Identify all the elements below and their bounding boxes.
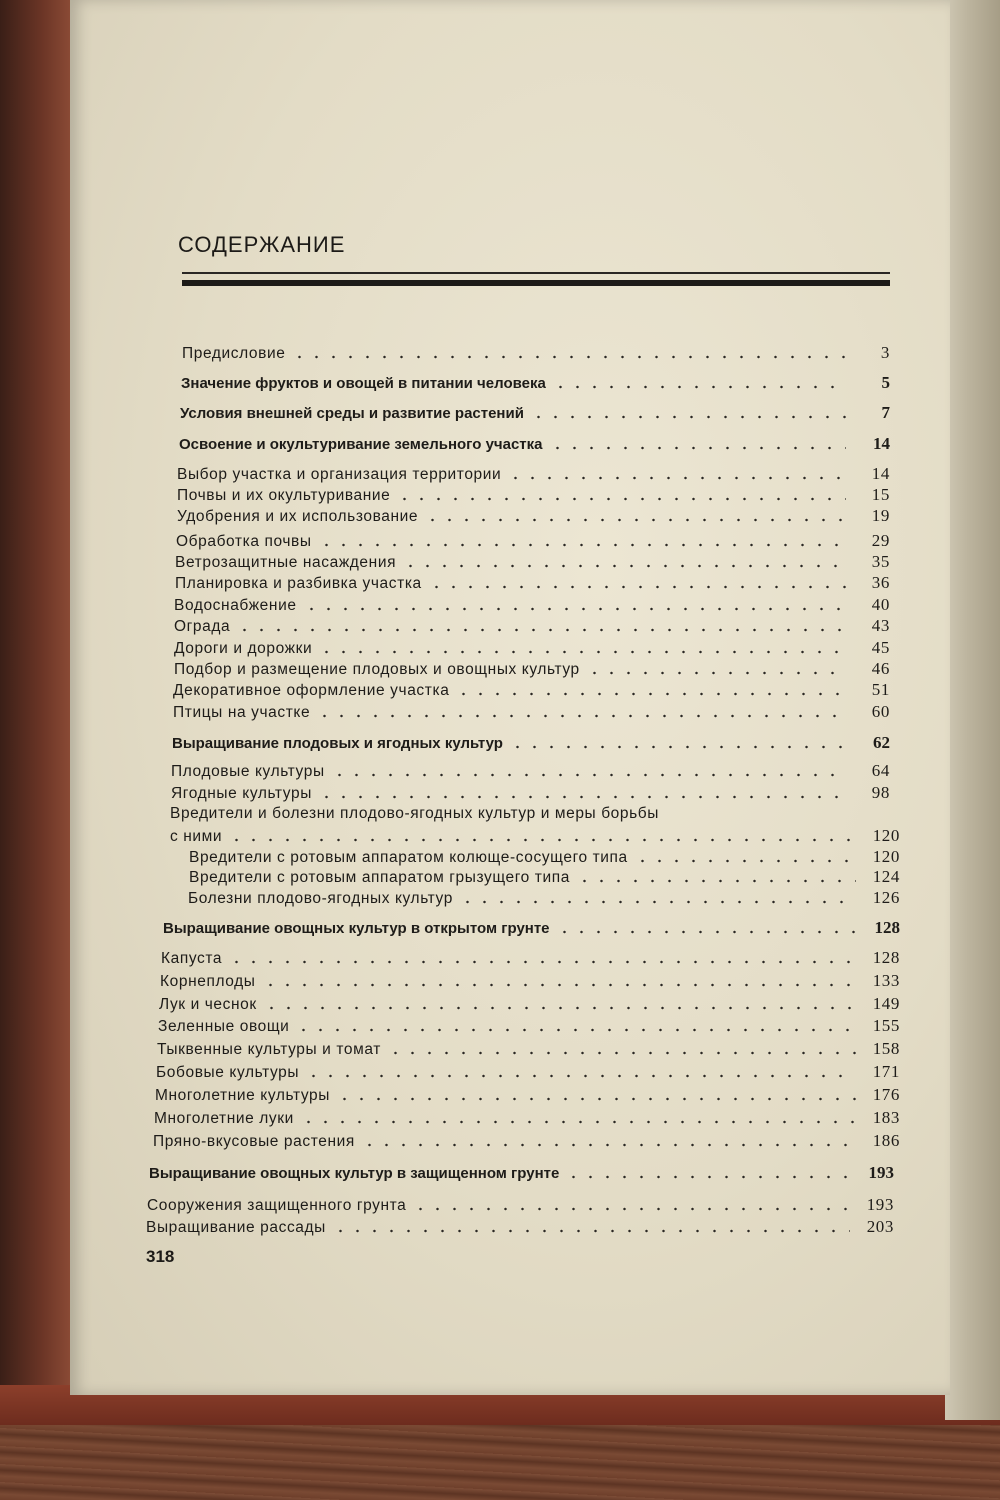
toc-entry-page: 7 [881, 403, 890, 422]
dot-leader [634, 848, 856, 864]
toc-entry-page: 203 [866, 1216, 894, 1236]
toc-section-entry [172, 733, 890, 757]
toc-entry-title: Выращивание рассады [146, 1218, 326, 1236]
toc-entry [153, 1130, 900, 1154]
toc-entry-page: 193 [868, 1163, 894, 1182]
toc-entry-title: Подбор и размещение плодовых и овощных культур [174, 660, 580, 678]
toc-entry-title: Выращивание плодовых и ягодных культур [172, 735, 503, 752]
toc-entry-page: 183 [872, 1107, 900, 1127]
toc-entry-page: 186 [872, 1130, 900, 1150]
toc-entry-page: 193 [866, 1194, 894, 1214]
dot-leader [295, 1017, 856, 1033]
dot-leader [300, 1109, 856, 1125]
toc-entry-title: Выращивание овощных культур в защищенном грунте [149, 1165, 560, 1182]
toc-entry [175, 572, 890, 596]
dot-leader [549, 436, 847, 451]
dot-leader [318, 784, 846, 800]
toc-section-entry [179, 434, 890, 458]
toc-entry [177, 505, 890, 529]
toc-entry-page: 15 [871, 484, 890, 504]
toc-entry [171, 760, 890, 784]
toc-entry [157, 1038, 900, 1062]
toc-entry-title: Многолетние луки [154, 1109, 294, 1127]
toc-entry-page: 3 [880, 342, 890, 362]
toc-entry-title: Вредители с ротовым аппаратом колюще-сосущего типа [189, 848, 628, 866]
toc-entry-title: Выбор участка и организация территории [177, 465, 502, 483]
toc-entry-page: 51 [871, 679, 890, 699]
toc-entry-title: Вредители и болезни плодово-ягодных культур и меры борьбы [170, 805, 660, 822]
toc-entry [188, 887, 900, 911]
toc-entry [147, 1194, 894, 1218]
toc-entry-page: 40 [871, 594, 890, 614]
toc-entry [160, 970, 900, 994]
toc-entry-title: Ветрозащитные насаждения [175, 553, 397, 571]
dot-leader [291, 344, 846, 360]
toc-entry-page: 62 [873, 733, 890, 752]
dot-leader [263, 995, 856, 1011]
toc-entry-page: 43 [871, 615, 890, 635]
dot-leader [228, 827, 856, 843]
toc-entry-page: 45 [871, 637, 890, 657]
toc-entry-page: 149 [872, 993, 900, 1013]
toc-entry-page: 5 [881, 373, 890, 392]
toc-entry [155, 1084, 900, 1108]
toc-entry-title: Корнеплоды [160, 972, 256, 990]
dot-leader [552, 375, 846, 390]
book-cover-edge [0, 0, 70, 1420]
toc-entry-page: 35 [871, 551, 890, 571]
toc-entry-page: 133 [872, 970, 900, 990]
toc-entry-title: Значение фруктов и овощей в питании человека [181, 375, 546, 392]
toc-entry-title: Условия внешней среды и развитие растений [180, 405, 524, 422]
toc-entry-title: с ними [170, 827, 223, 845]
toc-entry [159, 993, 900, 1017]
toc-entry-title: Обработка почвы [176, 532, 312, 550]
dot-leader [455, 681, 846, 697]
toc-entry [174, 615, 890, 639]
toc-entry [156, 1061, 900, 1085]
dot-leader [361, 1132, 856, 1148]
toc-entry [161, 947, 900, 971]
dot-leader [507, 465, 846, 481]
toc-entry [154, 1107, 900, 1131]
toc-entry-page: 126 [872, 887, 900, 907]
toc-section-entry [149, 1163, 894, 1187]
toc-entry [146, 1216, 894, 1240]
toc-entry-page: 98 [871, 782, 890, 802]
dot-leader [336, 1086, 856, 1102]
toc-entry-page: 176 [872, 1084, 900, 1104]
toc-entry-title: Болезни плодово-ягодных культур [188, 889, 453, 907]
toc-entry-page: 124 [872, 866, 900, 886]
dot-leader [530, 405, 846, 420]
toc-entry-page: 171 [872, 1061, 900, 1081]
toc-entry-title: Освоение и окультуривание земельного участка [179, 436, 543, 453]
toc-entry-page: 14 [871, 463, 890, 483]
toc-entry-title: Предисловие [182, 344, 286, 362]
toc-entry-page: 19 [871, 505, 890, 525]
dot-leader [556, 920, 856, 935]
toc-entry [158, 1015, 900, 1039]
toc-entry-title: Птицы на участке [173, 703, 311, 721]
toc-entry-page: 155 [872, 1015, 900, 1035]
toc-section-entry [180, 403, 890, 427]
dot-leader [318, 639, 846, 655]
toc-entry-title: Бобовые культуры [156, 1063, 300, 1081]
dot-leader [316, 703, 846, 719]
toc-entry-page: 64 [871, 760, 890, 780]
toc-entry-title: Многолетние культуры [155, 1086, 330, 1104]
toc-entry-page: 120 [872, 846, 900, 866]
toc-entry-page: 60 [871, 701, 890, 721]
dot-leader [402, 553, 846, 569]
dot-leader [459, 889, 856, 905]
toc-entry [173, 679, 890, 703]
toc-entry-title: Выращивание овощных культур в открытом грунте [163, 920, 550, 937]
dot-leader [586, 660, 846, 676]
toc-entry-title: Вредители с ротовым аппаратом грызущего типа [189, 868, 570, 886]
toc-entry-title: Удобрения и их использование [177, 507, 419, 525]
toc-entry-page: 120 [872, 825, 900, 845]
dot-leader [318, 532, 846, 548]
dot-leader [236, 617, 846, 633]
toc-entry-title: Лук и чеснок [159, 995, 257, 1013]
toc-entry-title: Водоснабжение [174, 596, 297, 614]
dot-leader [396, 486, 846, 502]
dot-leader [228, 949, 856, 965]
toc-section-entry [181, 373, 890, 397]
toc-entry-title: Планировка и разбивка участка [175, 574, 422, 592]
toc-entry [182, 342, 890, 366]
toc-entry-title: Почвы и их окультуривание [177, 486, 391, 504]
toc-entry-title: Плодовые культуры [171, 762, 325, 780]
dot-leader [331, 762, 846, 778]
toc-entry [171, 782, 890, 806]
page-stack-edge [945, 0, 1000, 1420]
toc-entry-title: Ягодные культуры [171, 784, 312, 802]
page-number: 318 [146, 1247, 175, 1266]
toc-entry-page: 29 [871, 530, 890, 550]
dot-leader [565, 1165, 850, 1180]
dot-leader [303, 596, 846, 612]
toc-entry-page: 36 [871, 572, 890, 592]
dot-leader [262, 972, 856, 988]
dot-leader [387, 1040, 856, 1056]
dot-leader [424, 507, 846, 523]
dot-leader [576, 868, 856, 884]
dot-leader [332, 1218, 850, 1234]
dot-leader [412, 1196, 850, 1212]
toc-entry-page: 14 [873, 434, 890, 453]
toc-entry-title: Дороги и дорожки [174, 639, 313, 657]
toc-entry-page: 128 [872, 947, 900, 967]
title-rule-thin [182, 272, 890, 274]
toc-entry-title: Ограда [174, 617, 231, 635]
toc-entry-title: Сооружения защищенного грунта [147, 1196, 407, 1214]
toc-entry-page: 128 [874, 918, 900, 937]
toc-entry-page: 46 [871, 658, 890, 678]
dot-leader [305, 1063, 856, 1079]
toc-entry [173, 701, 890, 725]
toc-entry-title: Зеленные овощи [158, 1017, 290, 1035]
dot-leader [428, 574, 846, 590]
toc-title: СОДЕРЖАНИЕ [178, 232, 346, 257]
toc-entry-title: Капуста [161, 949, 223, 967]
dot-leader [509, 735, 846, 750]
toc-entry-page: 158 [872, 1038, 900, 1058]
toc-section-entry [163, 918, 900, 942]
toc-entry-title: Декоративное оформление участка [173, 681, 450, 699]
toc-entry-title: Тыквенные культуры и томат [157, 1040, 381, 1058]
title-rule-thick [182, 280, 890, 286]
toc-entry-title: Пряно-вкусовые растения [153, 1132, 355, 1150]
